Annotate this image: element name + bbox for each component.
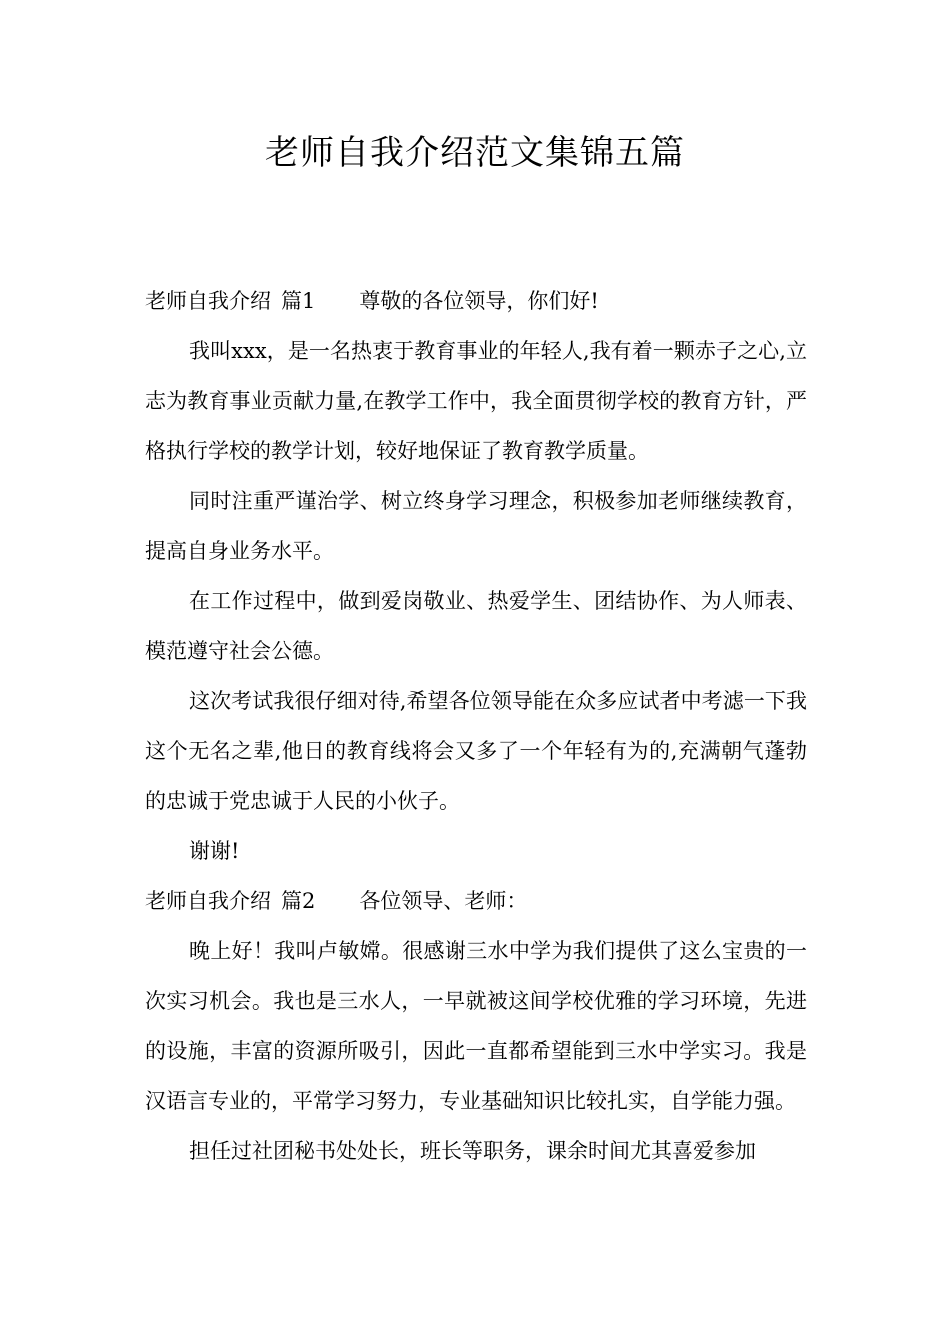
section-2-paragraph: 担任过社团秘书处处长，班长等职务，课余时间尤其喜爱参加 <box>189 1139 756 1163</box>
section-1-paragraph: 同时注重严谨治学、树立终身学习理念，积极参加老师继续教育，提高自身业务水平。 <box>145 489 807 563</box>
section-1-heading <box>145 276 807 326</box>
section-1-closing: 谢谢! <box>189 839 240 863</box>
section-1-number: 篇1 <box>281 289 316 313</box>
section-1-paragraph: 这次考试我很仔细对待,希望各位领导能在众多应试者中考滤一下我这个无名之辈,他日的教育线将会又多了一个年轻有为的,充满朝气蓬勃的忠诚于党忠诚于人民的小伙子。 <box>145 689 807 813</box>
section-1-paragraph: 我叫xxx，是一名热衷于教育事业的年轻人,我有着一颗赤子之心,立志为教育事业贡献力量,在教学工作中，我全面贯彻学校的教育方针，严格执行学校的教学计划，较好地保证了教育教学质量。 <box>145 339 807 463</box>
section-2-heading <box>145 876 807 926</box>
section-2-greeting: 各位领导、老师： <box>359 889 528 913</box>
section-2-number: 篇2 <box>281 889 316 913</box>
section-1-heading-label: 老师自我介绍 <box>145 289 271 313</box>
document-body <box>145 276 807 1176</box>
section-2-paragraph: 晚上好！我叫卢敏嫦。很感谢三水中学为我们提供了这么宝贵的一次实习机会。我也是三水人，一早就被这间学校优雅的学习环境，先进的设施，丰富的资源所吸引，因此一直都希望能到三水中学实习。我是汉语言专业的，平常学习努力，专业基础知识比较扎实，自学能力强。 <box>145 939 807 1113</box>
section-2-heading-label: 老师自我介绍 <box>145 889 271 913</box>
document-title: 老师自我介绍范文集锦五篇 <box>265 133 685 173</box>
section-1-paragraph: 在工作过程中，做到爱岗敬业、热爱学生、团结协作、为人师表、模范遵守社会公德。 <box>145 589 807 663</box>
section-1-greeting: 尊敬的各位领导，你们好! <box>359 289 599 313</box>
